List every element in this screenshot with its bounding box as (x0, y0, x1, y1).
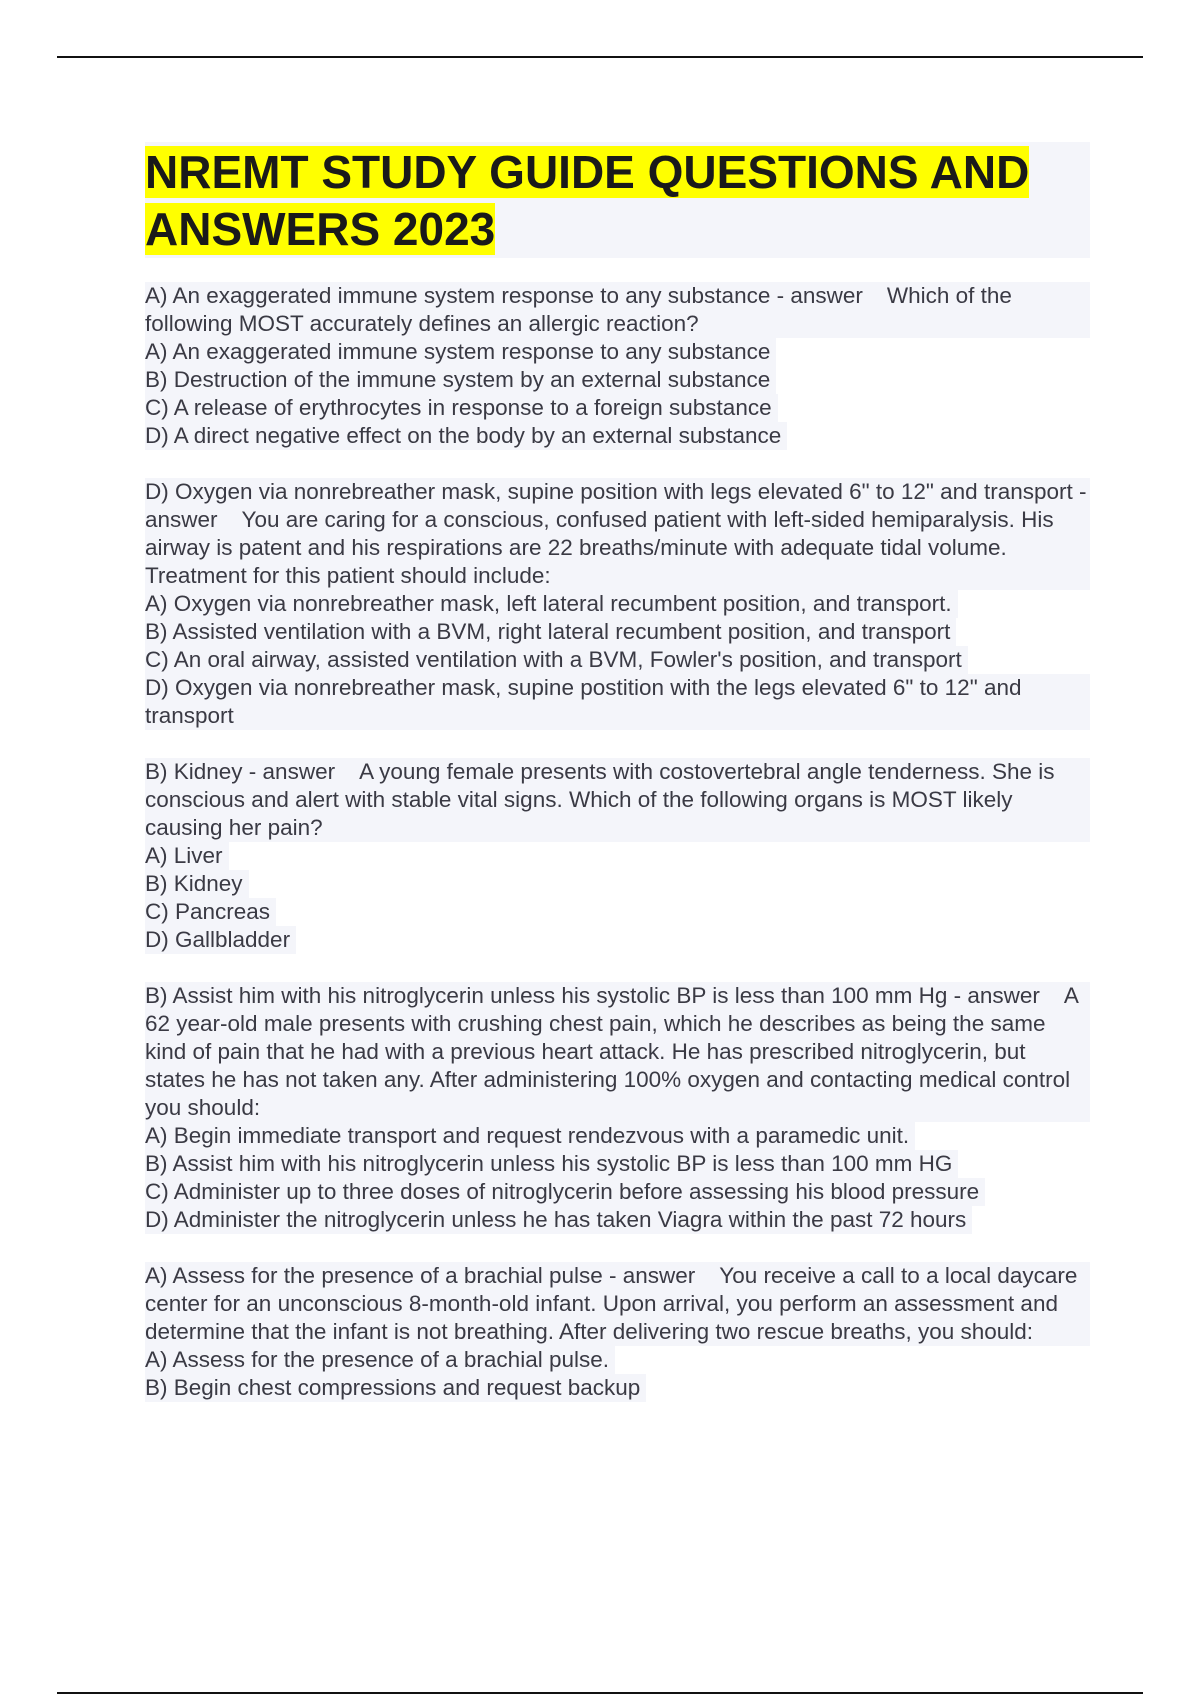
qa-answer: B) Assist him with his nitroglycerin unless his systolic BP is less than 100 mm Hg - answer (145, 983, 1040, 1008)
page-title (145, 144, 1090, 258)
qa-option: B) Assist him with his nitroglycerin unless his systolic BP is less than 100 mm HG (145, 1150, 958, 1178)
qa-question: A young female presents with costovertebral angle tenderness. She is conscious and alert with stable vital signs. Which of the following organs is MOST likely causing her pain? (145, 759, 1055, 840)
qa-option: C) An oral airway, assisted ventilation with a BVM, Fowler's position, and transport (145, 646, 968, 674)
qa-answer: B) Kidney - answer (145, 759, 336, 784)
document-body (145, 142, 1090, 1430)
qa-option: C) Pancreas (145, 898, 276, 926)
qa-option: A) Liver (145, 842, 229, 870)
qa-option: B) Destruction of the immune system by an external substance (145, 366, 776, 394)
qa-option: A) An exaggerated immune system response to any substance (145, 338, 776, 366)
top-rule (57, 56, 1143, 58)
qa-item (145, 282, 1090, 450)
qa-option: D) Oxygen via nonrebreather mask, supine postition with the legs elevated 6" to 12" and transport (145, 674, 1090, 730)
qa-question: A 62 year-old male presents with crushing chest pain, which he describes as being the same kind of pain that he had with a previous heart attack. He has prescribed nitroglycerin, but states he has not taken any. After administering 100% oxygen and contacting medical control you should: (145, 983, 1078, 1120)
qa-item (145, 478, 1090, 730)
qa-stem (145, 982, 1090, 1122)
qa-item (145, 1262, 1090, 1402)
qa-option: D) Administer the nitroglycerin unless he has taken Viagra within the past 72 hours (145, 1206, 972, 1234)
qa-option: B) Kidney (145, 870, 249, 898)
qa-option: A) Assess for the presence of a brachial pulse. (145, 1346, 615, 1374)
page-title-text: NREMT STUDY GUIDE QUESTIONS AND ANSWERS 2023 (145, 146, 1030, 255)
qa-stem (145, 282, 1090, 338)
qa-stem (145, 478, 1090, 590)
qa-answer: A) An exaggerated immune system response to any substance - answer (145, 283, 863, 308)
qa-option: D) Gallbladder (145, 926, 296, 954)
qa-stem (145, 1262, 1090, 1346)
qa-item (145, 758, 1090, 954)
qa-answer: A) Assess for the presence of a brachial pulse - answer (145, 1263, 696, 1288)
qa-option: C) Administer up to three doses of nitroglycerin before assessing his blood pressure (145, 1178, 985, 1206)
qa-question: Which of the following MOST accurately defines an allergic reaction? (145, 283, 1012, 336)
qa-option: D) A direct negative effect on the body by an external substance (145, 422, 787, 450)
qa-option: B) Assisted ventilation with a BVM, right lateral recumbent position, and transport (145, 618, 956, 646)
title-block (145, 142, 1090, 258)
qa-question: You receive a call to a local daycare center for an unconscious 8-month-old infant. Upon arrival, you perform an assessment and determine that the infant is not breathing. After delivering two rescue breaths, you should: (145, 1263, 1078, 1344)
qa-option: B) Begin chest compressions and request backup (145, 1374, 646, 1402)
bottom-rule (57, 1692, 1143, 1694)
qa-option: C) A release of erythrocytes in response to a foreign substance (145, 394, 778, 422)
qa-option: A) Begin immediate transport and request rendezvous with a paramedic unit. (145, 1122, 915, 1150)
qa-answer: D) Oxygen via nonrebreather mask, supine position with legs elevated 6" to 12" and transport - answer (145, 479, 1087, 532)
qa-item (145, 982, 1090, 1234)
qa-stem (145, 758, 1090, 842)
qa-question: You are caring for a conscious, confused patient with left-sided hemiparalysis. His airway is patent and his respirations are 22 breaths/minute with adequate tidal volume. Treatment for this patient should include: (145, 507, 1054, 588)
qa-option: A) Oxygen via nonrebreather mask, left lateral recumbent position, and transport. (145, 590, 958, 618)
